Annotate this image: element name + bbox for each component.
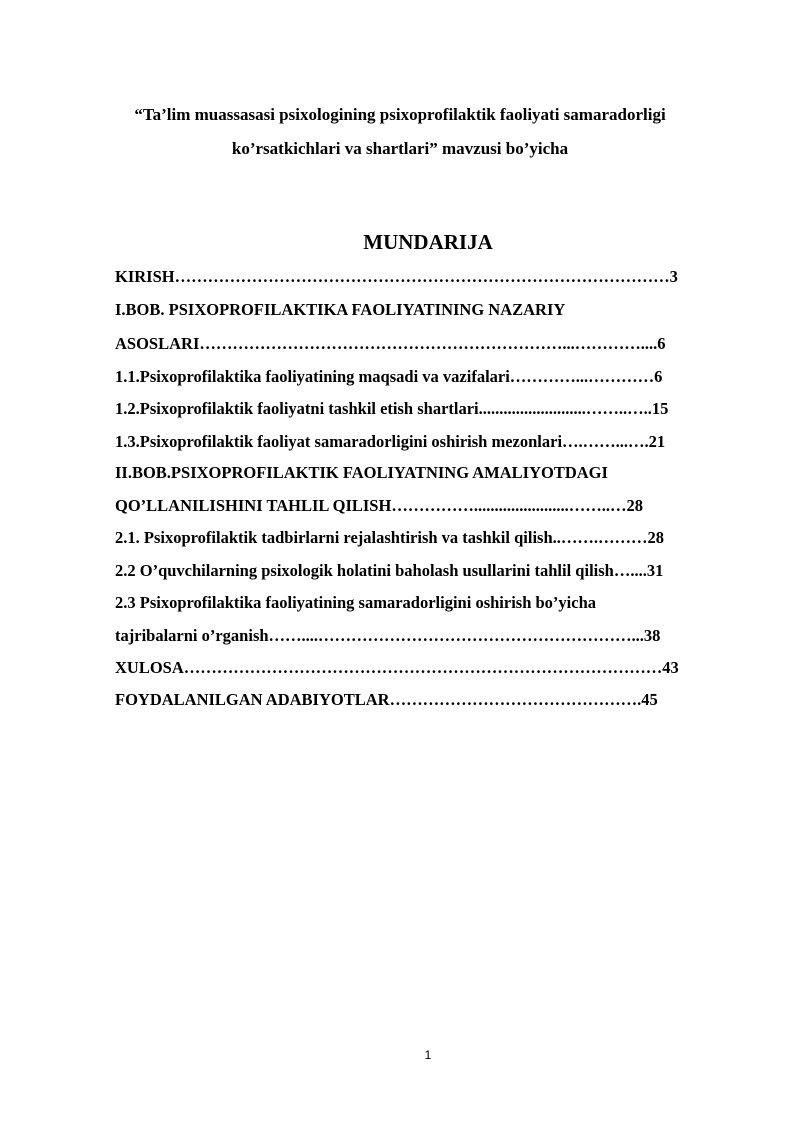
toc-entry-2-3-line-1: 2.3 Psixoprofilaktika faoliyatining samaradorligini oshirish bo’yicha — [115, 593, 597, 612]
toc-entry-chapter-2-line-1: II.BOB.PSIXOPROFILAKTIK FAOLIYATNING AMALIYOTDAGI — [115, 463, 608, 482]
toc-entry-xulosa: XULOSA……………………………………………………………………………43 — [115, 658, 679, 677]
toc-entry-chapter-1-line-2: ASOSLARI…………………………………………………………...…………....6 — [115, 334, 666, 353]
toc-entry-2-3-line-2: tajribalarni o’rganish……....…………………………………………………...38 — [115, 626, 661, 645]
toc-entry-2-1: 2.1. Psixoprofilaktik tadbirlarni rejalashtirish va tashkil qilish..…….………28 — [115, 528, 665, 547]
document-title-line-1: “Ta’lim muassasasi psixologining psixoprofilaktik faoliyati samaradorligi — [134, 105, 666, 124]
toc-entry-1-3: 1.3.Psixoprofilaktik faoliyat samaradorligini oshirish mezonlari….……...….21 — [115, 432, 666, 451]
toc-entry-chapter-2-line-2: QO’LLANILISHINI TAHLIL QILISH…………….......................……..…28 — [115, 496, 643, 515]
toc-entry-kirish: KIRISH………………………………………………………………………………3 — [115, 267, 678, 286]
page-number: 1 — [424, 1048, 432, 1062]
document-title-line-2: ko’rsatkichlari va shartlari” mavzusi bo’yicha — [231, 139, 569, 158]
toc-entry-1-1: 1.1.Psixoprofilaktika faoliyatining maqsadi va vazifalari…………...…………6 — [115, 367, 663, 386]
toc-heading: MUNDARIJA — [363, 230, 493, 254]
toc-entry-chapter-1-line-1: I.BOB. PSIXOPROFILAKTIKA FAOLIYATINING NAZARIY — [115, 300, 566, 319]
toc-entry-adabiyotlar: FOYDALANILGAN ADABIYOTLAR……………………………………….45 — [115, 690, 658, 709]
toc-entry-2-2: 2.2 O’quvchilarning psixologik holatini baholash usullarini tahlil qilish…....31 — [115, 561, 664, 580]
toc-entry-1-2: 1.2.Psixoprofilaktik faoliyatni tashkil etish shartlari..........................……..…..15 — [115, 399, 669, 418]
